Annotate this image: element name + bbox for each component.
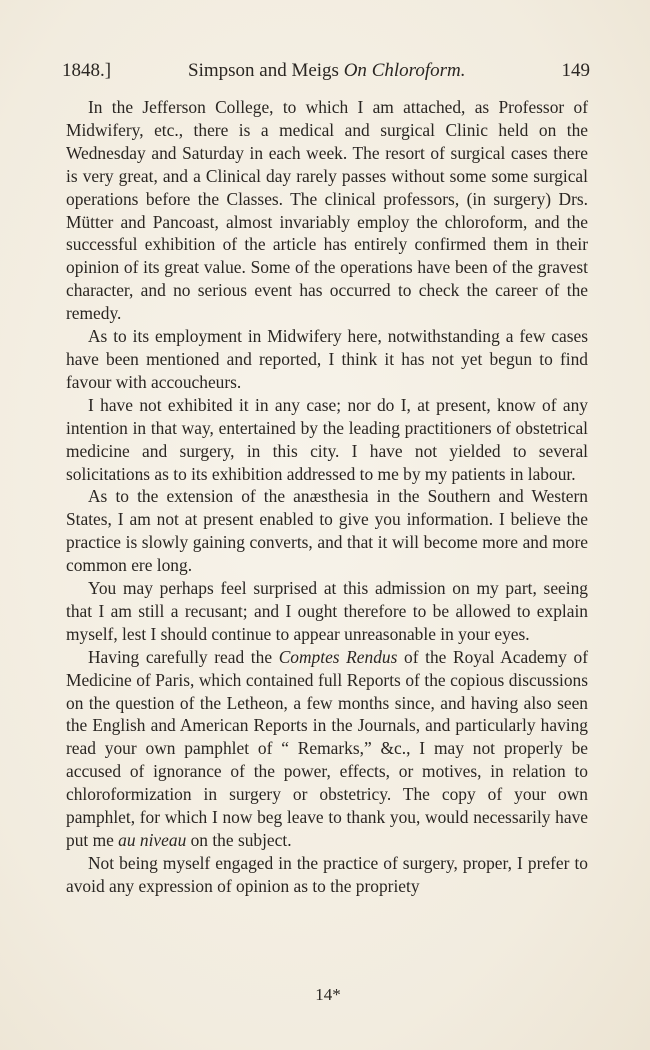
body-text <box>66 96 588 898</box>
paragraph <box>66 852 588 898</box>
header-title <box>188 58 465 84</box>
header-subject: Chloroform. <box>371 60 466 81</box>
paragraph <box>66 96 588 325</box>
text-run: You may perhaps feel surprised at this admission on my part, seeing that I am still a recusant; and I ought therefore to be allowed to explain myself, lest I should continue to appear unreasonable in your eyes. <box>66 578 588 644</box>
header-year: 1848.] <box>62 60 112 81</box>
paragraph <box>66 485 588 577</box>
text-run: I have not exhibited it in any case; nor do I, at present, know of any intention in that way, entertained by the leading practitioners of obstetrical medicine and surgery, in this city. I have not yielded to several solicitations as to its exhibition addressed to me by my patients in labour. <box>66 394 588 484</box>
signature-mark: 14* <box>315 985 341 1004</box>
text-run: of the Royal Academy of Medicine of Paris, which contained full Reports of the copious discussions on the question of the Letheon, a few months since, and having also seen the English and American Reports in the Journals, and particularly having read your own pamphlet of “ Remarks,” &c., I may not properly be accused of ignorance of the power, effects, or motives, in relation to chloroformization in surgery or obstetricy. The copy of your own pamphlet, for which I now beg leave to thank you, would necessarily have put me <box>66 646 588 850</box>
paragraph <box>66 646 588 852</box>
header-on: On <box>343 60 367 81</box>
text-run: on the subject. <box>186 830 292 850</box>
text-run: In the Jefferson College, to which I am attached, as Professor of Midwifery, etc., there is a medical and surgical Clinic held on the Wednesday and Saturday in each week. The resort of surgical cases there is very great, and a Clinical day rarely passes without some some surgical operations before the Classes. The clinical professors, (in surgery) Drs. Mütter and Pancoast, almost invariably employ the chloroform, and the successful exhibition of the article has entirely confirmed them in their opinion of its great value. Some of the operations have been of the gravest character, and no serious event has occurred to check the career of the remedy. <box>66 97 588 324</box>
text-run: As to its employment in Midwifery here, notwithstanding a few cases have been mentioned and reported, I think it has not yet begun to find favour with accoucheurs. <box>66 326 588 392</box>
text-run: Not being myself engaged in the practice of surgery, proper, I prefer to avoid any expression of opinion as to the propriety <box>66 852 588 896</box>
page-number: 149 <box>561 60 590 81</box>
text-run: Having carefully read the <box>88 646 279 667</box>
header-authors: Simpson and Meigs <box>188 60 339 81</box>
paragraph <box>66 325 588 394</box>
text-run: As to the extension of the anæsthesia in the Southern and Western States, I am not at present enabled to give you information. I believe the practice is slowly gaining converts, and that it will become more and more common ere long. <box>66 486 588 576</box>
paragraph <box>66 394 588 486</box>
running-header <box>62 58 590 84</box>
paragraph <box>66 577 588 646</box>
italic-phrase: Comptes Rendus <box>278 646 398 667</box>
italic-phrase: au niveau <box>118 830 187 850</box>
